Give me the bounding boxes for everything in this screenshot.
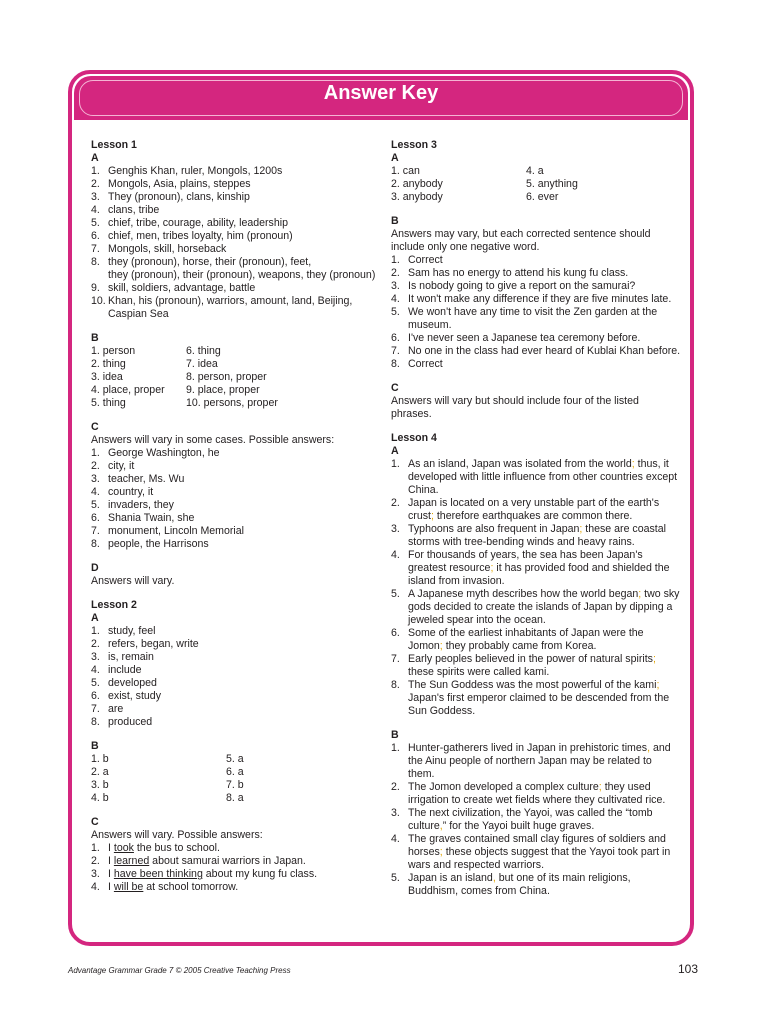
item-number: 1. <box>391 254 400 266</box>
item-text: these objects suggest that the Yayoi took part in wars and respected warriors. <box>408 846 671 871</box>
lesson-2-heading: Lesson 2 <box>91 599 137 611</box>
list-item <box>91 460 376 473</box>
item-text: produced <box>108 716 153 728</box>
item-text: We won't have any time to visit the Zen garden at the museum. <box>408 306 658 331</box>
list-item <box>391 254 681 267</box>
item-text: Typhoons are also frequent in Japan <box>408 523 580 535</box>
list-item <box>391 458 681 497</box>
item-number: 6. <box>91 690 100 702</box>
item-text: As an island, Japan was isolated from the world <box>408 458 632 470</box>
lesson-4-part-a-label: A <box>391 445 399 457</box>
list-item <box>391 345 681 358</box>
item-number: 4. <box>91 204 100 216</box>
item-text: these are coastal storms with tree-bending winds and heavy rains. <box>408 523 666 548</box>
item-text: teacher, Ms. Wu <box>108 473 185 485</box>
list-item <box>391 807 681 833</box>
item-text: Correct <box>408 254 443 266</box>
lesson-1-part-c-label: C <box>91 421 99 433</box>
list-item <box>391 549 681 588</box>
item-number: 2. <box>91 638 100 650</box>
item-number: 3. <box>391 807 400 819</box>
lesson-1-part-b-label: B <box>91 332 99 344</box>
item-number: 5. <box>91 499 100 511</box>
grid-cell: 3. b <box>91 779 109 791</box>
lesson-2-part-b-grid <box>91 753 376 805</box>
item-number: 4. <box>91 664 100 676</box>
item-text: Hunter-gatherers lived in Japan in prehistoric times <box>408 742 648 754</box>
item-number: 6. <box>91 512 100 524</box>
corrected-punctuation: ; <box>631 458 635 470</box>
item-text: Genghis Khan, ruler, Mongols, 1200s <box>108 165 283 177</box>
item-number: 5. <box>391 588 400 600</box>
lesson-2-part-b-label: B <box>91 740 99 752</box>
item-text: developed <box>108 677 157 689</box>
page-title: Answer Key <box>323 82 439 104</box>
item-text: I've never seen a Japanese tea ceremony before. <box>408 332 641 344</box>
item-number: 8. <box>91 716 100 728</box>
grid-cell: 2. a <box>91 766 109 778</box>
item-text: For thousands of years, the sea has been Japan's greatest resource <box>408 549 643 574</box>
item-number: 5. <box>91 217 100 229</box>
item-text: therefore earthquakes are common there. <box>433 510 633 522</box>
item-text: these spirits were called kami. <box>408 666 550 678</box>
item-text: Early peoples believed in the power of natural spirits <box>408 653 653 665</box>
item-number: 4. <box>391 549 400 561</box>
grid-cell: 9. place, proper <box>186 384 260 396</box>
footer-credit: Advantage Grammar Grade 7 © 2005 Creative Teaching Press <box>68 966 291 975</box>
item-number: 3. <box>91 191 100 203</box>
page-number: 103 <box>677 962 698 976</box>
list-item: 3. I have been thinking about my kung fu class. <box>91 868 318 880</box>
list-item <box>91 703 376 716</box>
item-number: 8. <box>391 679 400 691</box>
grid-cell: 3. anybody <box>391 191 443 203</box>
list-item <box>391 588 681 627</box>
item-number: 3. <box>391 523 400 535</box>
list-item <box>91 295 376 321</box>
item-number: 4. <box>91 486 100 498</box>
item-number: 2. <box>391 781 400 793</box>
corrected-punctuation: ; <box>656 679 660 691</box>
corrected-punctuation: ; <box>598 781 602 793</box>
item-number: 7. <box>391 345 400 357</box>
item-text: No one in the class had ever heard of Kublai Khan before. <box>408 345 681 357</box>
list-item <box>91 473 376 486</box>
list-item <box>91 677 376 690</box>
item-text: and the Ainu people of northern Japan may be related to them. <box>408 742 671 780</box>
item-number: 2. <box>391 267 400 279</box>
item-text: two sky gods decided to create the islands of Japan by dipping a jeweled spear into the ocean. <box>408 588 680 626</box>
item-text: country, it <box>108 486 154 498</box>
item-text: thus, it developed with little influence from other countries except China. <box>408 458 678 496</box>
lesson-3-part-a-label: A <box>391 152 399 164</box>
grid-cell: 10. persons, proper <box>186 397 278 409</box>
corrected-punctuation: ; <box>439 846 443 858</box>
corrected-punctuation: ; <box>439 640 443 652</box>
item-text: include <box>108 664 142 676</box>
grid-cell: 8. a <box>226 792 244 804</box>
list-item <box>91 499 376 512</box>
grid-cell: 8. person, proper <box>186 371 267 383</box>
item-text: A Japanese myth describes how the world began <box>408 588 639 600</box>
list-item <box>391 358 681 371</box>
item-number: 5. <box>91 677 100 689</box>
grid-cell: 3. idea <box>91 371 123 383</box>
list-item <box>91 230 376 243</box>
list-item <box>391 653 681 679</box>
item-number: 1. <box>391 742 400 754</box>
lesson-2-part-a-label: A <box>91 612 99 624</box>
list-item: 1. I took the bus to school. <box>91 842 220 854</box>
list-item <box>391 872 681 898</box>
list-item: 4. I will be at school tomorrow. <box>91 881 239 893</box>
list-item <box>91 243 376 256</box>
lesson-1-part-a-list <box>91 165 376 321</box>
lesson-4-part-b-list <box>391 742 681 898</box>
grid-cell: 1. can <box>391 165 420 177</box>
list-item <box>391 679 681 718</box>
grid-cell: 2. thing <box>91 358 126 370</box>
item-number: 3. <box>91 473 100 485</box>
grid-cell: 6. ever <box>526 191 559 203</box>
list-item <box>391 332 681 345</box>
item-text: is, remain <box>108 651 154 663</box>
list-item <box>91 204 376 217</box>
lesson-4-part-b-label: B <box>391 729 399 741</box>
corrected-punctuation: , <box>439 820 443 832</box>
item-number: 5. <box>391 872 400 884</box>
item-text: Correct <box>408 358 443 370</box>
list-item <box>91 525 376 538</box>
list-item: 2. I learned about samurai warriors in Japan. <box>91 855 306 867</box>
corrected-punctuation: ; <box>430 510 434 522</box>
list-item <box>91 447 376 460</box>
lesson-4-part-a-list <box>391 458 681 718</box>
item-text: chief, men, tribes loyalty, him (pronoun) <box>108 230 293 242</box>
item-text: Some of the earliest inhabitants of Japan were the Jomon <box>408 627 644 652</box>
item-number: 1. <box>91 625 100 637</box>
list-item <box>91 256 376 282</box>
item-text: city, it <box>108 460 135 472</box>
list-item <box>391 833 681 872</box>
item-number: 7. <box>391 653 400 665</box>
item-text: skill, soldiers, advantage, battle <box>108 282 256 294</box>
item-number: 4. <box>391 833 400 845</box>
item-text: Mongols, Asia, plains, steppes <box>108 178 251 190</box>
grid-cell: 5. anything <box>526 178 578 190</box>
lesson-4-heading: Lesson 4 <box>391 432 437 444</box>
item-number: 3. <box>91 651 100 663</box>
grid-cell: 4. a <box>526 165 544 177</box>
list-item <box>391 280 681 293</box>
lesson-2-part-a-list <box>91 625 376 729</box>
item-text: monument, Lincoln Memorial <box>108 525 245 537</box>
item-text: The Jomon developed a complex culture <box>408 781 599 793</box>
item-number: 8. <box>91 538 100 550</box>
item-text: The Sun Goddess was the most powerful of the kami <box>408 679 657 691</box>
item-number: 1. <box>391 458 400 470</box>
corrected-punctuation: ; <box>652 653 656 665</box>
item-number: 2. <box>391 497 400 509</box>
list-item <box>391 742 681 781</box>
grid-cell: 1. b <box>91 753 109 765</box>
list-item <box>91 538 376 551</box>
item-text: Khan, his (pronoun), warriors, amount, land, Beijing, Caspian Sea <box>108 295 353 320</box>
grid-cell: 6. a <box>226 766 244 778</box>
item-text: they used irrigation to create wet fields where they cultivated rice. <box>408 781 666 806</box>
item-number: 8. <box>91 256 100 268</box>
item-text: George Washington, he <box>108 447 220 459</box>
grid-cell: 5. a <box>226 753 244 765</box>
lesson-3-part-a-grid <box>391 165 681 204</box>
item-text: it has provided food and shielded the island from invasion. <box>408 562 670 587</box>
corrected-punctuation: ; <box>490 562 494 574</box>
grid-cell: 4. b <box>91 792 109 804</box>
item-text: Mongols, skill, horseback <box>108 243 227 255</box>
lesson-2-part-c-intro: Answers will vary. Possible answers: <box>91 829 263 841</box>
lesson-3-part-c-text: Answers will vary but should include four of the listed phrases. <box>391 395 639 420</box>
item-text: chief, tribe, courage, ability, leadership <box>108 217 288 229</box>
grid-cell: 4. place, proper <box>91 384 165 396</box>
item-text: ” for the Yayoi built huge graves. <box>442 820 595 832</box>
list-item <box>91 191 376 204</box>
list-item <box>391 267 681 280</box>
list-item <box>91 512 376 525</box>
item-number: 1. <box>91 165 100 177</box>
grid-cell: 1. person <box>91 345 136 357</box>
item-number: 2. <box>91 178 100 190</box>
item-text: they probably came from Korea. <box>442 640 597 652</box>
list-item <box>91 716 376 729</box>
list-item <box>91 625 376 638</box>
lesson-1-part-b-grid <box>91 345 376 410</box>
list-item <box>91 664 376 677</box>
lesson-2-part-c-label: C <box>91 816 99 828</box>
list-item <box>391 293 681 306</box>
item-number: 4. <box>391 293 400 305</box>
item-text: Shania Twain, she <box>108 512 195 524</box>
item-text: Japan is an island <box>408 872 493 884</box>
item-text: Japan's first emperor claimed to be descended from the Sun Goddess. <box>408 692 670 717</box>
item-text: refers, began, write <box>108 638 199 650</box>
item-text: clans, tribe <box>108 204 160 216</box>
item-text: Sam has no energy to attend his kung fu class. <box>408 267 629 279</box>
lesson-3-part-c-label: C <box>391 382 399 394</box>
list-item <box>91 165 376 178</box>
list-item <box>391 523 681 549</box>
list-item <box>391 627 681 653</box>
item-text: people, the Harrisons <box>108 538 209 550</box>
lesson-1-part-d-label: D <box>91 562 99 574</box>
list-item <box>91 690 376 703</box>
grid-cell: 6. thing <box>186 345 221 357</box>
list-item <box>91 217 376 230</box>
item-number: 5. <box>391 306 400 318</box>
item-number: 6. <box>391 332 400 344</box>
item-number: 7. <box>91 703 100 715</box>
lesson-1-part-c-list <box>91 447 376 551</box>
item-text: Japan is located on a very unstable part of the earth's crust <box>408 497 660 522</box>
item-text: It won't make any difference if they are five minutes late. <box>408 293 672 305</box>
list-item <box>91 651 376 664</box>
right-column <box>391 139 681 898</box>
corrected-punctuation: ; <box>579 523 583 535</box>
grid-cell: 7. idea <box>186 358 218 370</box>
lesson-3-part-b-list <box>391 254 681 371</box>
item-number: 7. <box>91 525 100 537</box>
item-text: they (pronoun), horse, their (pronoun), feet, they (pronoun), their (pronoun), weapons, they (pronoun) <box>108 256 376 281</box>
item-number: 3. <box>391 280 400 292</box>
item-text: are <box>108 703 124 715</box>
item-text: but one of its main religions, Buddhism, comes from China. <box>408 872 631 897</box>
list-item <box>91 178 376 191</box>
left-column <box>91 139 376 894</box>
lesson-2-part-c-list <box>91 842 376 894</box>
item-number: 9. <box>91 282 100 294</box>
item-number: 10. <box>91 295 106 307</box>
corrected-punctuation: ; <box>638 588 642 600</box>
item-text: Is nobody going to give a report on the samurai? <box>408 280 636 292</box>
list-item <box>391 497 681 523</box>
item-number: 6. <box>391 627 400 639</box>
item-text: The graves contained small clay figures of soldiers and horses <box>408 833 666 858</box>
list-item <box>91 282 376 295</box>
list-item <box>391 781 681 807</box>
item-text: invaders, they <box>108 499 174 511</box>
lesson-1-part-a-label: A <box>91 152 99 164</box>
header-bar <box>74 76 688 120</box>
grid-cell: 2. anybody <box>391 178 443 190</box>
lesson-1-part-d-text: Answers will vary. <box>91 575 175 587</box>
item-number: 8. <box>391 358 400 370</box>
item-text: exist, study <box>108 690 161 702</box>
lesson-3-part-b-label: B <box>391 215 399 227</box>
lesson-1-part-c-intro: Answers will vary in some cases. Possible answers: <box>91 434 335 446</box>
item-text: They (pronoun), clans, kinship <box>108 191 250 203</box>
lesson-1-heading: Lesson 1 <box>91 139 137 151</box>
grid-cell: 7. b <box>226 779 244 791</box>
item-text: The next civilization, the Yayoi, was called the “tomb culture <box>408 807 653 832</box>
item-text: study, feel <box>108 625 156 637</box>
corrected-punctuation: , <box>647 742 651 754</box>
list-item <box>391 306 681 332</box>
list-item <box>91 486 376 499</box>
corrected-punctuation: , <box>492 872 496 884</box>
item-number: 2. <box>91 460 100 472</box>
grid-cell: 5. thing <box>91 397 126 409</box>
lesson-3-heading: Lesson 3 <box>391 139 437 151</box>
item-number: 6. <box>91 230 100 242</box>
list-item <box>91 638 376 651</box>
lesson-3-part-b-intro: Answers may vary, but each corrected sentence should include only one negative word. <box>391 228 651 253</box>
item-number: 1. <box>91 447 100 459</box>
item-number: 7. <box>91 243 100 255</box>
